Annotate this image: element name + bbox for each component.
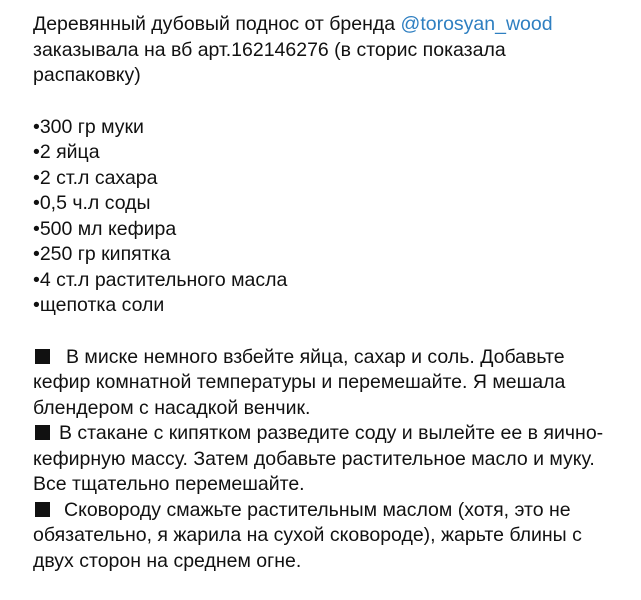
ingredient-list <box>33 115 617 319</box>
ingredient-item: •300 гр муки <box>33 115 144 138</box>
ingredient-item: •0,5 ч.л соды <box>33 192 151 214</box>
ingredient-item: •щепотка соли <box>33 294 165 316</box>
black-square-icon <box>35 425 50 440</box>
steps-section <box>33 345 617 575</box>
black-square-icon <box>35 502 50 517</box>
step-item <box>33 498 617 575</box>
intro-paragraph <box>33 12 617 89</box>
intro-text-continued: заказывала на вб арт.162146276 (в сторис показала распаковку) <box>33 38 506 86</box>
intro-text: Деревянный дубовый поднос от бренда <box>33 13 401 35</box>
ingredient-item: •4 ст.л растительного масла <box>33 268 288 291</box>
step-text: В миске немного взбейте яйца, сахар и соль. Добавьте кефир комнатной температуры и перемешайте. Я мешала блендером с насадкой венчик. <box>33 345 566 419</box>
step-item <box>33 345 617 422</box>
ingredient-item: •500 мл кефира <box>33 217 177 240</box>
step-text: Сковороду смажьте растительным маслом (хотя, это не обязательно, я жарила на сухой сковороде), жарьте блины с двух сторон на среднем огне. <box>33 498 582 572</box>
ingredient-item: •2 ст.л сахара <box>33 166 158 189</box>
step-text: В стакане с кипятком разведите соду и вылейте ее в яично-кефирную массу. Затем добавьте растительное масло и муку. Все тщательно перемешайте. <box>33 422 604 495</box>
ingredient-item: •250 гр кипятка <box>33 243 171 265</box>
black-square-icon <box>35 349 50 364</box>
mention-link[interactable]: @torosyan_wood <box>400 13 553 35</box>
step-item <box>33 421 617 498</box>
ingredient-item: •2 яйца <box>33 141 100 163</box>
